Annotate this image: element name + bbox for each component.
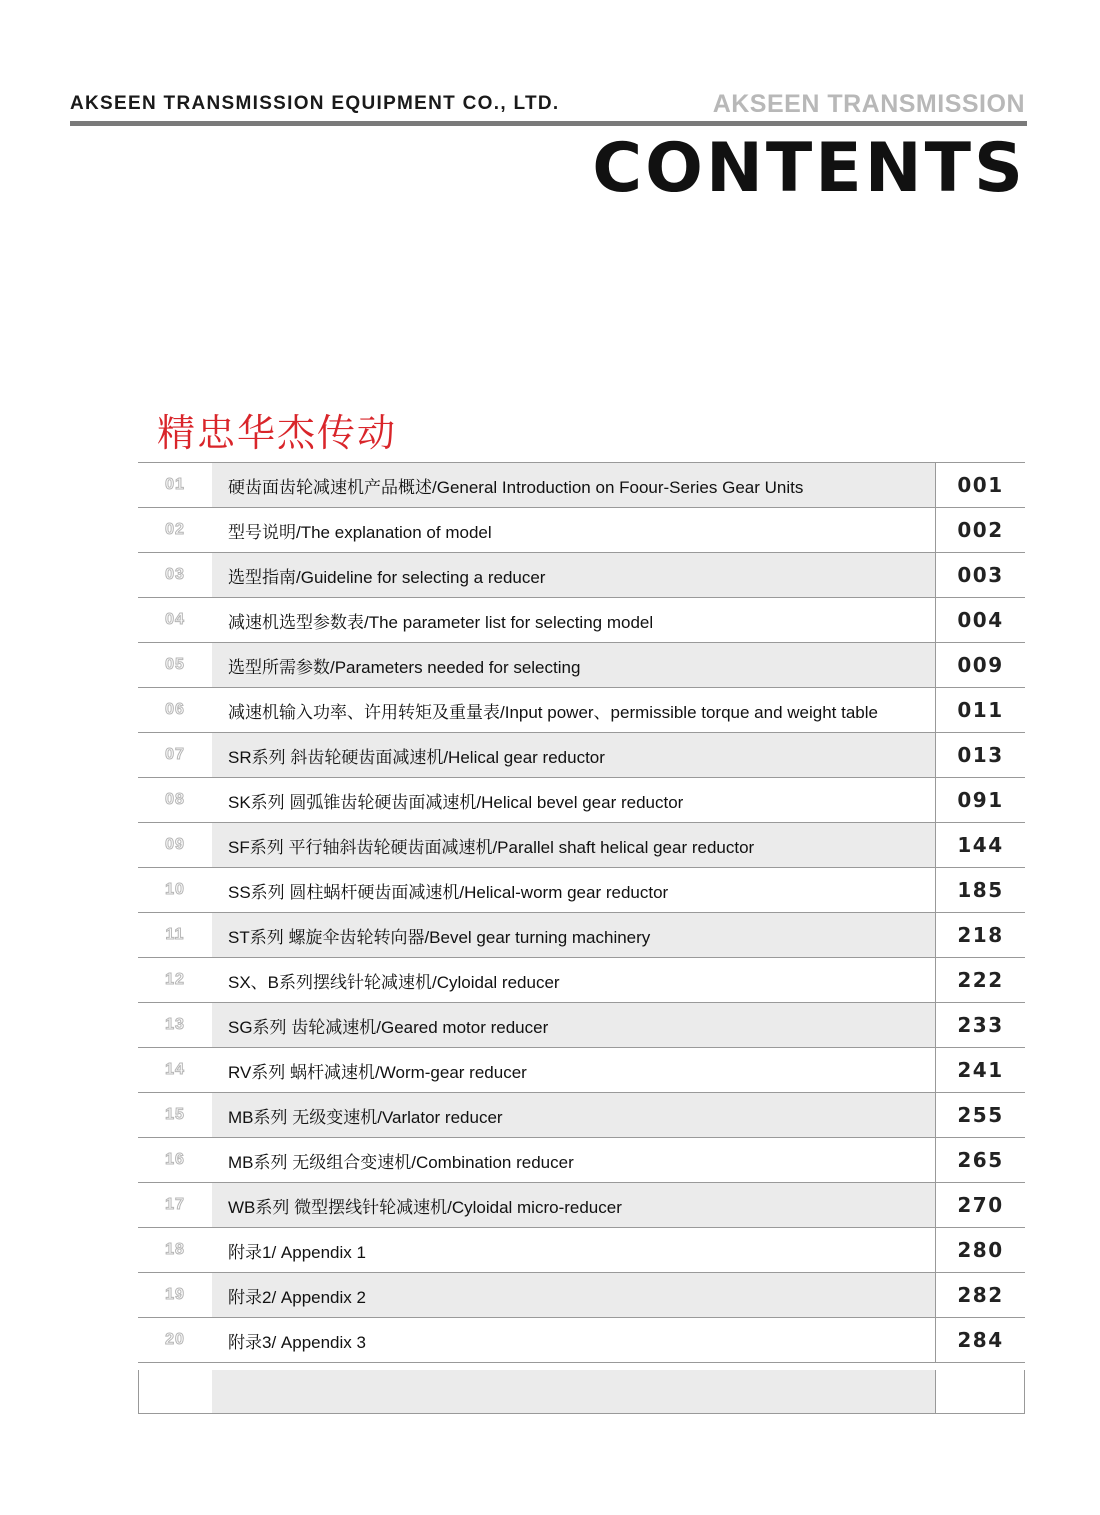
toc-number: 03 bbox=[165, 566, 185, 583]
toc-title: 减速机选型参数表/The parameter list for selecting model bbox=[212, 598, 936, 642]
toc-row[interactable] bbox=[138, 823, 1025, 868]
toc-number: 13 bbox=[165, 1016, 185, 1033]
company-name: AKSEEN TRANSMISSION EQUIPMENT CO., LTD. bbox=[70, 93, 560, 114]
toc-row[interactable] bbox=[138, 1003, 1025, 1048]
toc-title: SG系列 齿轮减速机/Geared motor reducer bbox=[212, 1003, 936, 1047]
toc-title: ST系列 螺旋伞齿轮转向器/Bevel gear turning machinery bbox=[212, 913, 936, 957]
toc-row[interactable] bbox=[138, 913, 1025, 958]
toc-row[interactable] bbox=[138, 508, 1025, 553]
toc-page-number: 265 bbox=[957, 1148, 1004, 1172]
toc-page-number: 241 bbox=[957, 1058, 1004, 1082]
toc-number: 08 bbox=[165, 791, 185, 808]
toc-row[interactable] bbox=[138, 1183, 1025, 1228]
toc-number: 10 bbox=[165, 881, 185, 898]
toc-title: SF系列 平行轴斜齿轮硬齿面减速机/Parallel shaft helical gear reductor bbox=[212, 823, 936, 867]
toc-blank-num-cell bbox=[138, 1370, 212, 1413]
toc-row[interactable] bbox=[138, 868, 1025, 913]
toc-title: SR系列 斜齿轮硬齿面减速机/Helical gear reductor bbox=[212, 733, 936, 777]
toc-page-number: 218 bbox=[957, 923, 1004, 947]
brand-name: AKSEEN TRANSMISSION bbox=[712, 90, 1025, 118]
toc-number: 07 bbox=[165, 746, 185, 763]
toc-title: SS系列 圆柱蜗杆硬齿面减速机/Helical-worm gear reductor bbox=[212, 868, 936, 912]
toc-number: 17 bbox=[165, 1196, 185, 1213]
table-of-contents bbox=[138, 462, 1025, 1363]
toc-page-number: 255 bbox=[957, 1103, 1004, 1127]
toc-blank-page-cell bbox=[936, 1370, 1025, 1413]
toc-page-number: 284 bbox=[957, 1328, 1004, 1352]
toc-number: 02 bbox=[165, 521, 185, 538]
toc-page-number: 001 bbox=[957, 473, 1004, 497]
toc-number: 04 bbox=[165, 611, 185, 628]
toc-title: SK系列 圆弧锥齿轮硬齿面减速机/Helical bevel gear reductor bbox=[212, 778, 936, 822]
page-title: CONTENTS bbox=[592, 129, 1026, 208]
toc-title: MB系列 无级组合变速机/Combination reducer bbox=[212, 1138, 936, 1182]
toc-title: 减速机输入功率、许用转矩及重量表/Input power、permissible torque and weight table bbox=[212, 688, 936, 732]
toc-title: 选型指南/Guideline for selecting a reducer bbox=[212, 553, 936, 597]
toc-row[interactable] bbox=[138, 958, 1025, 1003]
toc-row[interactable] bbox=[138, 1048, 1025, 1093]
toc-row[interactable] bbox=[138, 1228, 1025, 1273]
toc-row[interactable] bbox=[138, 463, 1025, 508]
toc-row[interactable] bbox=[138, 1318, 1025, 1363]
toc-page-number: 003 bbox=[957, 563, 1004, 587]
toc-title: 选型所需参数/Parameters needed for selecting bbox=[212, 643, 936, 687]
toc-page-number: 013 bbox=[957, 743, 1004, 767]
toc-number: 09 bbox=[165, 836, 185, 853]
toc-row[interactable] bbox=[138, 733, 1025, 778]
toc-row[interactable] bbox=[138, 1093, 1025, 1138]
toc-page-number: 222 bbox=[957, 968, 1004, 992]
toc-title: MB系列 无级变速机/Varlator reducer bbox=[212, 1093, 936, 1137]
toc-title: SX、B系列摆线针轮减速机/Cyloidal reducer bbox=[212, 958, 936, 1002]
toc-number: 20 bbox=[165, 1331, 185, 1348]
toc-title: 附录1/ Appendix 1 bbox=[212, 1228, 936, 1272]
header-rule bbox=[70, 121, 1027, 126]
toc-row[interactable] bbox=[138, 1138, 1025, 1183]
toc-row[interactable] bbox=[138, 1273, 1025, 1318]
toc-page-number: 233 bbox=[957, 1013, 1004, 1037]
toc-number: 12 bbox=[165, 971, 185, 988]
toc-title: 附录2/ Appendix 2 bbox=[212, 1273, 936, 1317]
toc-page-number: 002 bbox=[957, 518, 1004, 542]
toc-number: 11 bbox=[165, 926, 185, 943]
toc-number: 19 bbox=[165, 1286, 185, 1303]
toc-page-number: 185 bbox=[957, 878, 1004, 902]
toc-page-number: 144 bbox=[957, 833, 1004, 857]
toc-number: 14 bbox=[165, 1061, 185, 1078]
toc-row[interactable] bbox=[138, 778, 1025, 823]
toc-page-number: 282 bbox=[957, 1283, 1004, 1307]
toc-number: 18 bbox=[165, 1241, 185, 1258]
toc-page-number: 011 bbox=[957, 698, 1004, 722]
toc-blank-row bbox=[138, 1370, 1025, 1414]
toc-number: 16 bbox=[165, 1151, 185, 1168]
toc-number: 01 bbox=[165, 476, 185, 493]
toc-page-number: 004 bbox=[957, 608, 1004, 632]
brand-chinese: 精忠华杰传动 bbox=[157, 411, 398, 455]
toc-title: 硬齿面齿轮减速机产品概述/General Introduction on Foour-Series Gear Units bbox=[212, 463, 936, 507]
toc-row[interactable] bbox=[138, 643, 1025, 688]
toc-page-number: 270 bbox=[957, 1193, 1004, 1217]
toc-page-number: 009 bbox=[957, 653, 1004, 677]
toc-page-number: 280 bbox=[957, 1238, 1004, 1262]
toc-title: 附录3/ Appendix 3 bbox=[212, 1318, 936, 1362]
toc-title: 型号说明/The explanation of model bbox=[212, 508, 936, 552]
toc-row[interactable] bbox=[138, 553, 1025, 598]
toc-title: WB系列 微型摆线针轮减速机/Cyloidal micro-reducer bbox=[212, 1183, 936, 1227]
toc-title: RV系列 蜗杆减速机/Worm-gear reducer bbox=[212, 1048, 936, 1092]
toc-row[interactable] bbox=[138, 688, 1025, 733]
toc-number: 05 bbox=[165, 656, 185, 673]
toc-number: 15 bbox=[165, 1106, 185, 1123]
toc-number: 06 bbox=[165, 701, 185, 718]
toc-blank-title-cell bbox=[212, 1370, 936, 1413]
toc-row[interactable] bbox=[138, 598, 1025, 643]
toc-page-number: 091 bbox=[957, 788, 1004, 812]
